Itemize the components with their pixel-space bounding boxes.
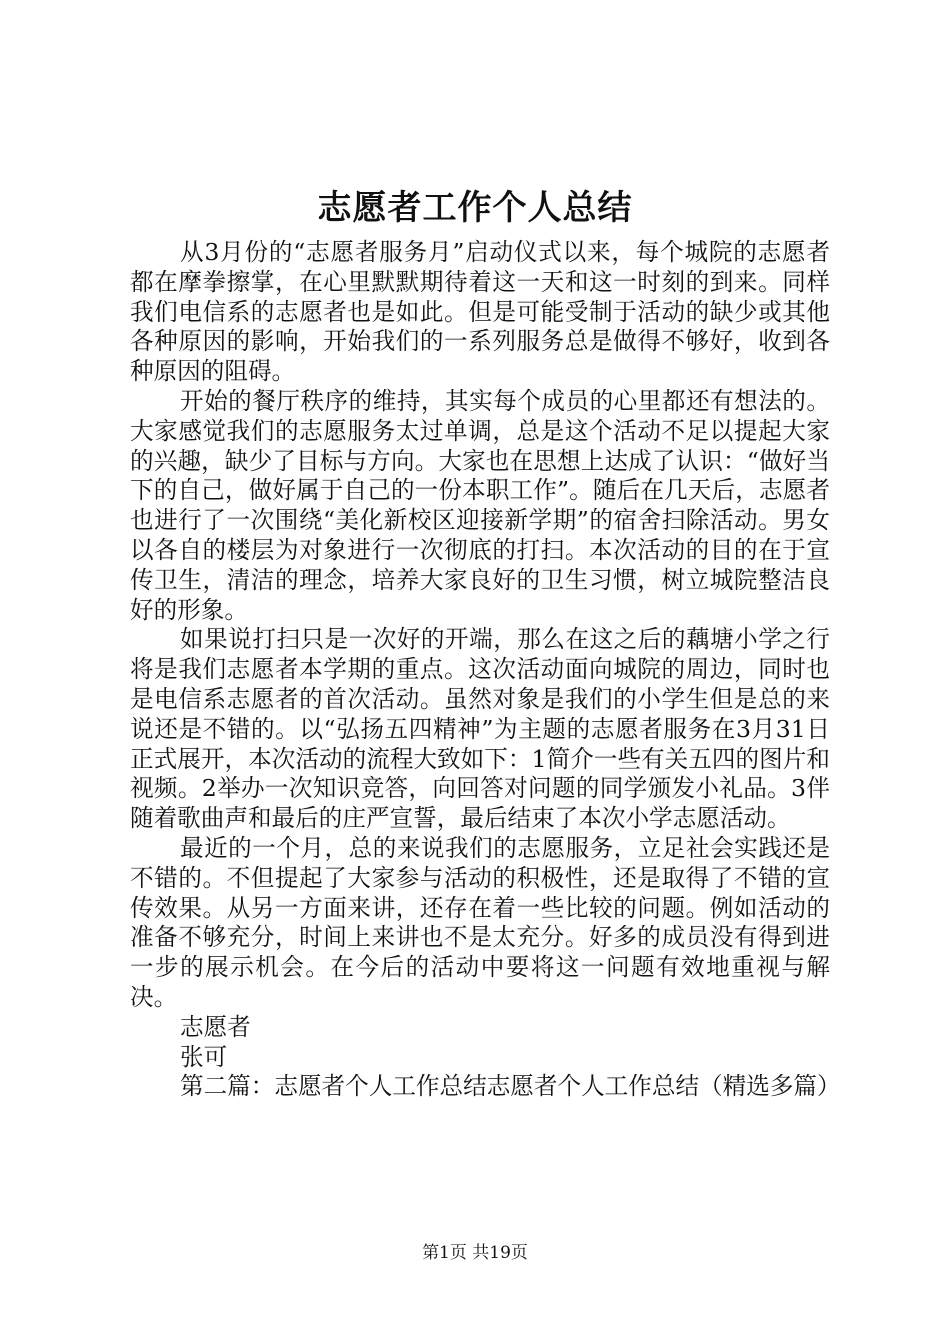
document-body: [130, 238, 841, 1102]
page-footer: 第1页 共19页: [422, 1243, 528, 1263]
paragraph-1: 从3月份的“志愿者服务月”启动仪式以来，每个城院的志愿者都在摩拳擦掌，在心里默默期待着这一天和这一时刻的到来。同样我们电信系的志愿者也是如此。但是可能受制于活动的缺少或其他各种原因的影响，开始我们的一系列服务总是做得不够好，收到各种原因的阻碍。: [130, 238, 830, 386]
paragraph-2: 开始的餐厅秩序的维持，其实每个成员的心里都还有想法的。大家感觉我们的志愿服务太过单调，总是这个活动不足以提起大家的兴趣，缺少了目标与方向。大家也在思想上达成了认识：“做好当下的自己，做好属于自己的一份本职工作”。随后在几天后，志愿者也进行了一次围绕“美化新校区迎接新学期”的宿舍扫除活动。男女以各自的楼层为对象进行一次彻底的打扫。本次活动的目的在于宣传卫生，清洁的理念，培养大家良好的卫生习惯，树立城院整洁良好的形象。: [130, 386, 830, 624]
next-section-heading: 第二篇：志愿者个人工作总结志愿者个人工作总结（精选多篇）: [180, 1072, 841, 1101]
paragraph-3: 如果说打扫只是一次好的开端，那么在这之后的藕塘小学之行将是我们志愿者本学期的重点。这次活动面向城院的周边，同时也是电信系志愿者的首次活动。虽然对象是我们的小学生但是总的来说还是不错的。以“弘扬五四精神”为主题的志愿者服务在3月31日正式展开，本次活动的流程大致如下：1简介一些有关五四的图片和视频。2举办一次知识竞答，向回答对问题的同学颁发小礼品。3伴随着歌曲声和最后的庄严宣誓，最后结束了本次小学志愿活动。: [130, 625, 830, 833]
paragraph-4: 最近的一个月，总的来说我们的志愿服务，立足社会实践还是不错的。不但提起了大家参与活动的积极性，还是取得了不错的宣传效果。从另一方面来讲，还存在着一些比较的问题。例如活动的准备不够充分，时间上来讲也不是太充分。好多的成员没有得到进一步的展示机会。在今后的活动中要将这一问题有效地重视与解决。: [130, 833, 830, 1011]
signature-organization: 志愿者: [180, 1012, 251, 1041]
document-title: 志愿者工作个人总结: [317, 188, 633, 228]
signature-name: 张可: [180, 1042, 228, 1071]
